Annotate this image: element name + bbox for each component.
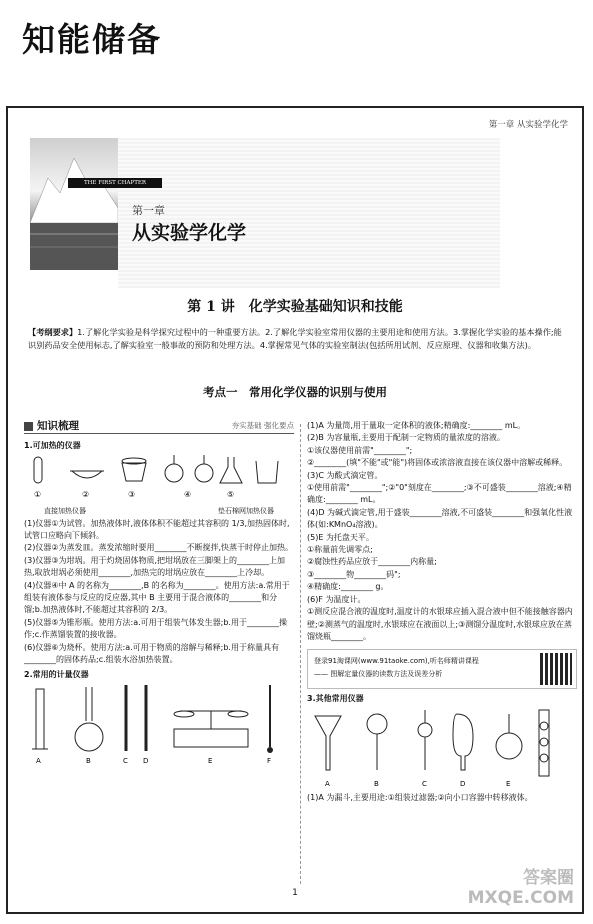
other-instruments-figure (307, 706, 569, 788)
letter-e: E (208, 756, 213, 765)
requirements (28, 326, 570, 351)
heading-measuring: 2.常用的计量仪器 (24, 669, 89, 679)
heading-other: 3.其他常用仪器 (307, 694, 364, 704)
page-number: 1 (292, 888, 298, 898)
letter-a: A (36, 756, 41, 765)
letter-d: D (143, 756, 149, 765)
chapter-title: 从实验学化学 (132, 222, 247, 244)
letter-b: B (86, 756, 91, 765)
label-4: ④ (184, 489, 192, 499)
lesson-title: 第 1 讲 化学实验基础知识和技能 (187, 299, 403, 315)
right-column (307, 420, 577, 805)
qr-code-icon[interactable] (540, 653, 572, 685)
right-line-8: (5)E 为托盘天平。 (307, 532, 374, 542)
iceberg-photo (30, 138, 118, 270)
page-header-title: 知能储备 (22, 20, 162, 59)
textbook-page (6, 106, 584, 914)
label-5: ⑤ (227, 489, 235, 499)
letter-a: A (325, 779, 330, 788)
letter-c: C (422, 779, 427, 788)
right-line-2: (2)B 为容量瓶,主要用于配制一定物质的量浓度的溶液。 (307, 433, 505, 443)
chapter-band: THE FIRST CHAPTER (68, 178, 162, 188)
chapter-number: 第一章 (132, 204, 165, 217)
right-line-10: ②腐蚀性药品应放于________内称量; (307, 557, 437, 567)
right-line-14: ①测反应混合液的温度时,温度计的水银球应插入混合液中但不能接触容器内壁;②测蒸气的温度时,水银球应在液面以上;③测馏分温度时,水银球应放在蒸馏烧瓶________。 (307, 607, 573, 641)
measuring-instruments-figure (24, 681, 286, 765)
column-divider (300, 424, 301, 884)
right-line-9: ①称量前先调零点; (307, 545, 373, 555)
section-subtitle: 夯实基础 强化要点 (231, 421, 294, 430)
right-line-3: ①该仪器使用前需"________"; (307, 445, 413, 455)
left-column (24, 420, 294, 769)
right-line-13: (6)F 为温度计。 (307, 594, 366, 604)
requirements-label: 【考纲要求】 (28, 327, 78, 337)
right-line-4: ②________(填"不能"或"能")将固体或浓溶液直接在该仪器中溶解或稀释。 (307, 458, 568, 468)
watermark-line-2: MXQE.COM (467, 888, 574, 908)
left-line-2: (2)仪器②为蒸发皿。蒸发浓缩时要用________不断搅拌,快蒸干时停止加热。 (24, 543, 294, 553)
right-line-12: ④精确度:________ g。 (307, 582, 389, 592)
running-head: 第一章 从实验学化学 (488, 120, 568, 130)
left-line-3: (3)仪器③为坩埚。用于灼烧固体物质,把坩埚放在三脚架上的________上加热,取放坩埚必须使用________,加热完的坩埚应放在________上冷却。 (24, 555, 286, 578)
chapter-banner-background (118, 138, 500, 288)
label-2: ② (82, 489, 90, 499)
caption-direct-heating: 直接加热仪器 (44, 507, 86, 516)
left-line-1: (1)仪器①为试管。加热液体时,液体体积不能超过其容积的 1/3,加热固体时,试管口应略向下倾斜。 (24, 518, 290, 541)
right-line-11: ③________物________码"; (307, 569, 401, 579)
letter-d: D (460, 779, 466, 788)
right-tail: (1)A 为漏斗,主要用途:①组装过滤器;②向小口容器中转移液体。 (307, 793, 533, 803)
letter-c: C (123, 756, 128, 765)
topic-heading: 考点一 常用化学仪器的识别与使用 (203, 385, 387, 399)
right-line-5: (3)C 为酸式滴定管。 (307, 470, 383, 480)
letter-b: B (374, 779, 379, 788)
online-course-ad[interactable] (307, 649, 577, 689)
heatable-instruments-figure (24, 453, 286, 501)
right-line-1: (1)A 为量筒,用于量取一定体积的液体;精确度:________ mL。 (307, 421, 526, 430)
section-square-icon (24, 422, 33, 431)
requirements-text: 1.了解化学实验是科学探究过程中的一种重要方法。2.了解化学实验室常用仪器的主要用途和使用方法。3.掌握化学实验的基本操作;能识别药品安全使用标志,了解实验室一般事故的预防和处理方法。4.掌握常见气体的实验室制法(包括所用试剂、反应原理、仪器和收集方法)。 (28, 327, 562, 350)
right-line-7: (4)D 为碱式滴定管,用于盛装________溶液,不可盛装________和强氧化性液体(如:KMnO₄溶液)。 (307, 507, 573, 530)
right-line-6: ①使用前需"________";②"0"刻度在________;③不可盛装________溶液;④精确度:________ mL。 (307, 483, 572, 505)
section-title: 知识梳理 (37, 420, 79, 432)
ad-line-2: —— 图解定量仪器的读数方法及误差分析 (314, 669, 443, 678)
heatable-captions (24, 505, 294, 517)
label-3: ③ (128, 489, 136, 499)
left-line-6: (6)仪器⑥为烧杯。使用方法:a.可用于物质的溶解与稀释;b.用于称量具有________的固体药品;c.组装水浴加热装置。 (24, 642, 279, 665)
watermark (468, 868, 574, 908)
left-line-5: (5)仪器⑤为锥形瓶。使用方法:a.可用于组装气体发生器;b.用于________操作;c.作蒸馏装置的接收器。 (24, 617, 287, 640)
ad-line-1: 登录91淘课网(www.91taoke.com),听名师精讲课程 (314, 657, 479, 666)
letter-f: F (267, 756, 272, 765)
heading-heatable: 1.可加热的仪器 (24, 441, 81, 451)
left-line-4: (4)仪器④中 A 的名称为________,B 的名称为________。使用方法:a.常用于组装有液体参与反应的反应器,其中 B 主要用于混合液体的________和分馏;b.加热液体时,不能超过其容积的 2/3。 (24, 580, 290, 615)
caption-asbestos-heating: 垫石棉网加热仪器 (218, 507, 274, 516)
watermark-line-1: 答案圈 (523, 868, 574, 888)
section-bar (24, 420, 294, 434)
label-1: ① (34, 489, 42, 499)
letter-e: E (506, 779, 511, 788)
